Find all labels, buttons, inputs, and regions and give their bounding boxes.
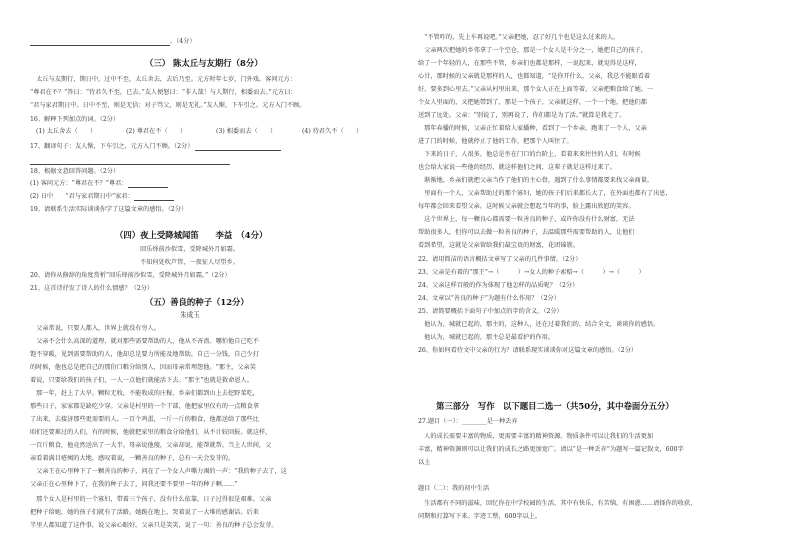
passage-line: “不管咋的，先上车再说吧。”父亲把她，忍了好几个也是这么过来的人。 — [418, 34, 620, 41]
passage-line: 咱们还要难过的人们，有的时候，他就把家里的粮食分给他们，从不计较回报。就这样， — [30, 429, 272, 436]
essay-prompt-line: 同期和打算写下来。字迹工整，600字以上。 — [418, 513, 542, 520]
answer-blank[interactable] — [30, 39, 170, 46]
answer-blank[interactable] — [30, 158, 230, 165]
passage-line: 亲看着满目疮痍的大地，感叹着说，一颗善良的种子，总有一天会发芽的。 — [30, 455, 235, 462]
passage-line: 每年都会回来看望父亲。这时候父亲就会想起当年的事，脸上露出欣慰的笑容。 — [418, 203, 635, 210]
question-23: 23、父亲是有着的“那王”→（ ）→女人的种子索赔→（ ）→（ ） — [418, 269, 645, 276]
passage-line: 那年春播的时候，父亲正忙着给人家播种，看到了一个乡亲，跑来了一个人，父亲 — [418, 125, 647, 132]
passage-line: “君与家君期日中。日中不至，则是无信；对子骂父，则是无礼。”友人惭，下车引之。元方入门不顾。 — [30, 102, 306, 109]
passage-line: 那些日子，家家都是缺吃少穿。父亲是村里的一个干部，他把家里仅有的一点粮食拿 — [30, 403, 259, 410]
section-4-title: （四）夜上受降城闻笛 李益 （4分） — [115, 230, 268, 240]
passage-line: 给了一个年轻的人，在那些不管，乡亲们也都是那样，一说起来，就觉得是这样， — [418, 60, 641, 67]
essay-topic-2: 题目（二）：我的初中生活 — [418, 485, 490, 492]
passage-line: 也会给大家说一些他的经历，就这样他们之间，这辈子就是这样过来了。 — [418, 164, 616, 171]
q16-item: (2) 尊君在不（ ） — [126, 128, 187, 135]
passage-line: 饱不穿暖，见到需要帮助的人，他却总是要力所能及地帮助，自己一分钱，自己少打 — [30, 351, 259, 358]
passage-line: 着说，只要给我们的孩子们，一人一点他们就能活下去。“那主”也就是救命恩人。 — [30, 377, 253, 384]
passage-line: 看到希望，这就是父亲留给我们最宝贵的财富，花团锦簇。 — [418, 242, 579, 249]
essay-prompt-line: 丰富，精神资源则可以让我们的成长之路更加宽广。请以“是一种丢弃”为题写一篇记叙文，600字 — [418, 446, 684, 453]
top-answer-line: 。（4分） — [30, 38, 196, 46]
q16-item: (1) 太丘舍去（ ） — [36, 128, 97, 135]
q18-sub: (2) 日中 “君与家君期日中”家君： — [30, 193, 174, 201]
passage-line: 个女人里面的，又把她带到了，那是一个孩子，父亲就这样，一个一个地，把他们都 — [418, 99, 647, 106]
question-19: 19、请联系生活实际谈谈你学了这篇文章的感悟。（2分） — [30, 206, 188, 213]
passage-line: 父亲正在心里种下了，在我的种子去了，问我还要不要里一年的种子啊……” — [30, 481, 238, 488]
question-25-ans: 他认为，城就已起的，那主总是最看护的作用。 — [418, 334, 555, 341]
passage-line: 下来的日子，人很多，他总是坐在门口的台阶上，看着来来往往的人们，有时候 — [418, 151, 641, 158]
essay-prompt-line: 生活都有不同的滋味，回忆你在中学校园的生活，其中有快乐，有苦恼，有困惑……请择你的收获， — [418, 500, 697, 507]
passage-line: 好，要多到心里去。”父亲从村里出来，那个女人正在上面等着，父亲把粮食给了她。一 — [418, 86, 654, 93]
passage-line: 父亲王在心里种下了一颗善良的种子，问在了一个女人声嘶力竭的一声：“我的种子去了，这 — [30, 468, 287, 475]
q18-sub: (1) 客问元方：“尊君在不？”尊君： — [30, 180, 168, 188]
passage-line: 进了门的时候，他就停止了他的工作，把那个人叫住了。 — [418, 138, 573, 145]
question-24: 24、文章以“善良的种子”为题有什么作用？（2分） — [418, 295, 560, 302]
passage-line: 这个世界上，每一颗良心都需要一粒善良的种子，或许你没有什么财富，无法 — [418, 216, 635, 223]
passage-line: 那一年，赶上了大旱，颗粒无收，不能收成的庄稼，乡亲们都到山上去挖野菜吃， — [30, 390, 259, 397]
passage-line: 帮助很多人，但你可以去做一粒善良的种子，去温暖那些需要帮助的人，让他们 — [418, 229, 635, 236]
question-26: 26、你如何看待文中父亲的行为？请联系现实谈谈你对这篇文章的感悟。（2分） — [418, 347, 638, 354]
part-3-title: 第三部分 写作 以下题目二选一（共50分，其中卷面分五分） — [436, 401, 674, 411]
q16-item: (4) 待君久不（ ） — [302, 128, 363, 135]
section-5-title: （五）善良的种子（12分） — [145, 297, 249, 307]
section-3-title: （三） 陈太丘与友期行（8分） — [145, 58, 263, 68]
author: 朱成玉 — [180, 311, 200, 319]
passage-line: 里面有一个人，父亲帮助过的那个寡妇，她的孩子们后来都长大了，在外面也都有了出息， — [418, 190, 672, 197]
question-18: 18、根据文意回答问题。（2分） — [30, 168, 120, 175]
essay-prompt-line: 人的成长需要丰富的物质，更需要丰富的精神资源。物质条件可以让我们的生活更加 — [418, 433, 654, 440]
passage-line: 的时候，他也总是把自己的那份口粮分给别人，因而母亲常埋怨他。“那主，父亲笑 — [30, 364, 256, 371]
question-25: 25、请简要概括下面句子中加点的字的含义。（2分） — [418, 308, 563, 315]
passage-line: 父亲常说，只要人都入，世界上就没有穷人。 — [30, 325, 160, 332]
passage-line: “尊君在不？”答曰：“待君久不至，已去。”友人便怒曰：“非人哉！与人期行，相委而去。”元方曰： — [30, 89, 297, 96]
passage-line: 把种子给她，她的孩子们就有了活路。她跪在地上，哭着说了一大堆的感谢话。后来 — [30, 509, 259, 516]
passage-line: 一百斤粮食，他竟然送出了一大半。母亲说他傻，父亲却说，能帮就帮。当上人世间，父 — [30, 442, 272, 449]
question-21: 21、这首诗抒发了诗人的什么情感？（2分） — [30, 285, 154, 292]
passage-line: 那个女人是村里的一个寡妇，带着三个孩子，没有什么依靠，日子过得很是艰难。父亲 — [30, 496, 272, 503]
answer-line — [30, 157, 230, 165]
answer-blank[interactable] — [195, 144, 281, 151]
answer-blank[interactable] — [128, 181, 168, 188]
passage-line: 太丘与友期行，期日中，过中不至，太丘舍去，去后乃至。元方时年七岁，门外戏。客问元方： — [30, 76, 297, 83]
passage-line: 父亲不会什么高深的道理，就对那些需要帮助的人，他从不吝啬。哪怕他自己吃不 — [30, 338, 259, 345]
q16-item: (3) 相委而去（ ） — [216, 128, 277, 135]
passage-line: 送到了远处。父亲：“别说了，别再说了，你们都是为了活。”就算是我走了。 — [418, 112, 626, 119]
passage-line: 父亲两次把她的乡邻拿了一个空仓，那是一个女人是千分之一，她把自己的孩子， — [418, 47, 647, 54]
question-23b: 24、父亲这样百般的作为体现了他怎样的品质呢？（2分） — [418, 282, 579, 289]
passage-line: 渐渐地，乡亲们就把父亲当作了他们的主心骨，遇到了什么事情都要来找父亲商量。 — [418, 177, 654, 184]
question-16: 16、解释下列加点的词。（2分） — [30, 116, 120, 123]
essay-prompt-line: 以上 — [418, 459, 431, 466]
essay-topic-1: 27.题目（一）：________是一种丢弃 — [418, 418, 518, 425]
question-22: 22、请用简洁的语言概括文章写了父亲的几件事情。（2分） — [418, 256, 582, 263]
poem-line: 不知何处吹芦管，一夜征人尽望乡。 — [140, 259, 239, 266]
passage-line: 半里人都知道了这件事，说父亲心眼好。父亲只是笑笑，说了一句：善良的种子总会发芽。 — [30, 522, 278, 529]
question-25-text: 他认为，城就已起的，那主的，这种人，还在过着我们的，结合全文，谈谈你的感悟。 — [418, 321, 660, 328]
question-20: 20、请你从修辞的角度赏析“回乐烽前沙似雪，受降城外月如霜。”（2分） — [30, 272, 231, 279]
question-17: 17、翻译句子：友人惭，下车引之，元方入门不顾。（2分） — [30, 143, 281, 151]
answer-blank[interactable] — [134, 194, 174, 201]
poem-line: 回乐烽前沙似雪，受降城外月如霜。 — [140, 246, 239, 253]
passage-line: 心甘，那时候的父亲就是那样的人，也都知道，“是你开什么，父亲，我总不能眼看着 — [418, 73, 651, 80]
passage-line: 了出来，去接济那些更需要的人。一百个鸡蛋，一斤一斤的粮食，他都送给了那些比 — [30, 416, 259, 423]
